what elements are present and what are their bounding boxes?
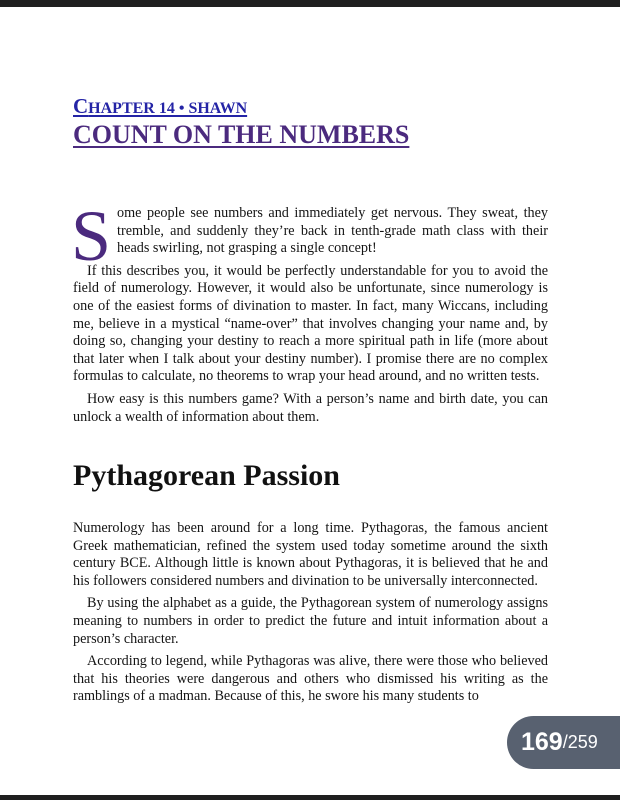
- bottom-border: [0, 795, 620, 800]
- intro-paragraph-1: [71, 196, 548, 276]
- chapter-title[interactable]: COUNT ON THE NUMBERS: [73, 120, 410, 149]
- top-border: [0, 0, 620, 7]
- section-paragraph-1: Numerology has been around for a long time. Pythagoras, the famous ancient Greek mathematician, refined the system used today sometime around the sixth century BCE. Although little is known about Pythagoras, it is believed that he and his followers considered numbers and divination to be universally interconnected.: [73, 520, 548, 589]
- intro-paragraph-1-text: ome people see numbers and immediately get nervous. They sweat, they tremble, and suddenly they’re back in tenth-grade math class with their heads swirling, not grasping a single concept!: [117, 205, 548, 257]
- page-counter-badge[interactable]: [507, 716, 620, 769]
- chapter-label-initial: C: [73, 94, 89, 118]
- chapter-label-rest: HAPTER 14 • SHAWN: [88, 100, 248, 117]
- intro-paragraph-2: If this describes you, it would be perfectly understandable for you to avoid the field of numerology. However, it would also be unfortunate, since numerology is one of the easiest forms of divination to master. In fact, many Wiccans, including me, believe in a mystical “name-over” that involves changing your name and, by doing so, changing your destiny to reach a more spiritual path in life (more about that later when I talk about your destiny number). I promise there are no complex formulas to calculate, no theorems to wrap your head around, and no written tests.: [73, 262, 548, 385]
- current-page-number: 169: [521, 728, 563, 756]
- section-text: [73, 520, 548, 711]
- total-pages: 259: [567, 732, 598, 752]
- chapter-label[interactable]: [73, 94, 247, 119]
- drop-cap: S: [71, 196, 112, 276]
- section-paragraph-2: By using the alphabet as a guide, the Pythagorean system of numerology assigns meaning to numbers in order to predict the future and intuit information about a person’s character.: [73, 595, 548, 647]
- section-heading: Pythagorean Passion: [73, 459, 340, 492]
- page-separator: /: [562, 732, 568, 752]
- intro-text: [71, 196, 548, 431]
- intro-paragraph-3: How easy is this numbers game? With a person’s name and birth date, you can unlock a wealth of information about them.: [73, 390, 548, 425]
- section-paragraph-3: According to legend, while Pythagoras was alive, there were those who believed that his theories were dangerous and others who dismissed his writing as the ramblings of a madman. Because of this, he swore his many students to: [73, 653, 548, 705]
